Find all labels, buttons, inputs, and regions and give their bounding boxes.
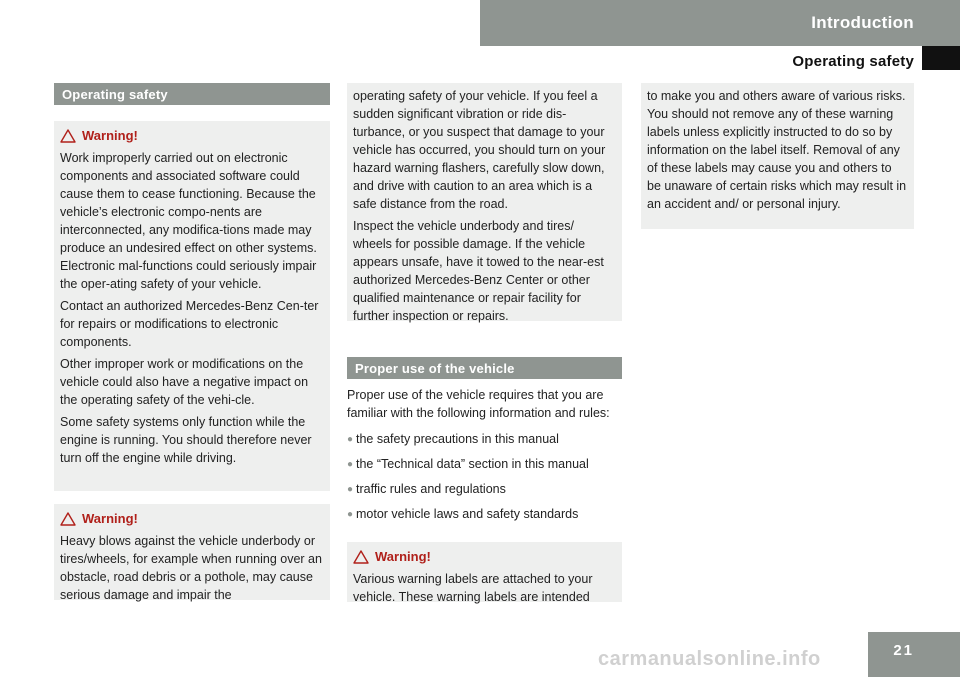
warning-box-labels xyxy=(347,542,622,602)
section-title-proper-use: Proper use of the vehicle xyxy=(347,357,622,379)
warning-box-labels-continued xyxy=(641,83,914,229)
warning-paragraph: Various warning labels are attached to your vehicle. These warning labels are intended xyxy=(353,572,593,604)
warning-header: Warning! xyxy=(60,510,324,528)
section-title-operating-safety: Operating safety xyxy=(54,83,330,105)
bullet-icon: ● xyxy=(347,484,354,495)
warning-paragraph: operating safety of your vehicle. If you feel a sudden significant vibration or ride dis-turbance, or you suspect that damage to your vehicle has occurred, you should turn on your hazard warning flashers, carefully slow down, and drive with caution to an area which is a safe distance from the road. xyxy=(353,89,606,211)
warning-paragraph: Some safety systems only function while the engine is running. You should therefore never turn off the engine while driving. xyxy=(60,415,312,465)
warning-box-electronics xyxy=(54,121,330,491)
list-item: ● the safety precautions in this manual xyxy=(347,430,625,449)
chapter-tab xyxy=(480,0,960,46)
warning-paragraph: Other improper work or modifications on the vehicle could also have a negative impact on the operating safety of the vehi-cle. xyxy=(60,357,309,407)
warning-triangle-icon xyxy=(60,129,76,143)
warning-paragraph: to make you and others aware of various risks. You should not remove any of these warning labels unless explicitly instructed to do so by information on the label itself. Removal of any of these labels may cause you and others to be unaware of certain risks which may result in an accident and/ or personal injury. xyxy=(647,89,907,211)
proper-use-content xyxy=(347,386,625,530)
warning-header: Warning! xyxy=(60,127,324,145)
warning-triangle-icon xyxy=(60,512,76,526)
watermark: carmanualsonline.info xyxy=(598,648,821,670)
warning-box-underbody-continued xyxy=(347,83,622,321)
header-marker xyxy=(922,46,960,70)
chapter-title: Introduction xyxy=(811,13,914,32)
warning-paragraph: Contact an authorized Mercedes-Benz Cen-ter for repairs or modifications to electronic components. xyxy=(60,299,319,349)
section-heading: Operating safety xyxy=(792,53,914,70)
page-number: 21 xyxy=(868,632,960,677)
warning-header: Warning! xyxy=(353,548,616,566)
list-item: ● motor vehicle laws and safety standards xyxy=(347,505,625,524)
warning-paragraph: Heavy blows against the vehicle underbody or tires/wheels, for example when running over an obstacle, road debris or a pothole, may cause serious damage and impair the xyxy=(60,534,322,602)
list-item: ● the “Technical data” section in this manual xyxy=(347,455,625,474)
warning-paragraph: Work improperly carried out on electronic components and associated software could cause them to cease functioning. Because the vehicle’s electronic compo-nents are interconnected, any modifica-tions made may produce an undesired effect on other systems. Electronic mal-functions could seriously impair the oper-ating safety of your vehicle. xyxy=(60,151,317,291)
warning-box-underbody xyxy=(54,504,330,600)
bullet-icon: ● xyxy=(347,509,354,520)
warning-triangle-icon xyxy=(353,550,369,564)
bullet-icon: ● xyxy=(347,459,354,470)
intro-paragraph: Proper use of the vehicle requires that you are familiar with the following information and rules: xyxy=(347,388,610,420)
list-item: ● traffic rules and regulations xyxy=(347,480,625,499)
warning-paragraph: Inspect the vehicle underbody and tires/ wheels for possible damage. If the vehicle appears unsafe, have it towed to the near-est authorized Mercedes-Benz Center or other qualified maintenance or repair facility for further inspection or repairs. xyxy=(353,219,604,323)
bullet-icon: ● xyxy=(347,434,354,445)
